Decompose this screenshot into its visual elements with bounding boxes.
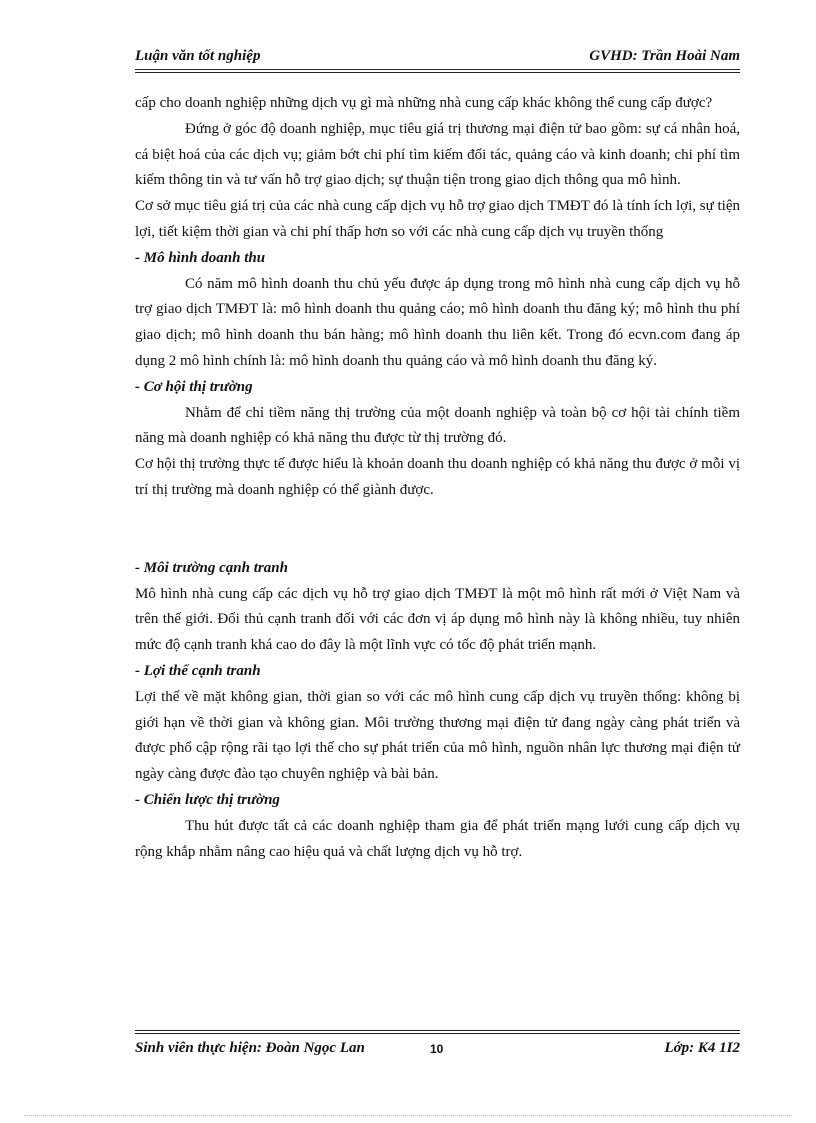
page-footer	[135, 1040, 740, 1060]
paragraph: Đứng ở góc độ doanh nghiệp, mục tiêu giá trị thương mại điện tử bao gồm: sự cá nhân hoá, cá biệt hoá của các dịch vụ; giảm bớt chi phí tìm kiếm đối tác, quảng cáo và kinh doanh; chi phí tìm kiếm thông tin và tư vấn hỗ trợ giao dịch; sự thuận tiện trong giao dịch thông qua mô hình.	[135, 120, 740, 189]
paragraph: Có năm mô hình doanh thu chủ yếu được áp dụng trong mô hình nhà cung cấp dịch vụ hỗ trợ giao dịch TMĐT là: mô hình doanh thu quảng cáo; mô hình doanh thu đăng ký; mô hình thu phí giao dịch; mô hình doanh thu bán hàng; mô hình doanh thu liên kết. Trong đó ecvn.com đang áp dụng 2 mô hình chính là: mô hình doanh thu quảng cáo và mô hình doanh thu đăng ký.	[135, 275, 740, 369]
header-rule-top	[135, 69, 740, 70]
paragraph: Cơ hội thị trường thực tế được hiểu là khoản doanh thu doanh nghiệp có khả năng thu được ở mỗi vị trí thị trường mà doanh nghiệp có thể giành được.	[135, 456, 740, 498]
footer-student: Sinh viên thực hiện: Đoàn Ngọc Lan	[135, 1040, 365, 1056]
section-heading-competitive-environment: - Môi trường cạnh tranh	[135, 559, 288, 576]
paragraph: Thu hút được tất cả các doanh nghiệp tham gia để phát triển mạng lưới cung cấp dịch vụ rộng khắp nhằm nâng cao hiệu quả và chất lượng dịch vụ hỗ trợ.	[135, 817, 740, 860]
section-heading-competitive-advantage: - Lợi thế cạnh tranh	[135, 662, 261, 679]
footer-class: Lớp: K4 1I2	[664, 1040, 740, 1056]
paragraph: Mô hình nhà cung cấp các dịch vụ hỗ trợ giao dịch TMĐT là một mô hình rất mới ở Việt Nam và trên thế giới. Đối thủ cạnh tranh đối với các đơn vị áp dụng mô hình này là không nhiều, tuy nhiên mức độ cạnh tranh khá cao do đây là một lĩnh vực có tốc độ phát triển mạnh.	[135, 585, 740, 654]
header-rule-bottom	[135, 72, 740, 73]
section-heading-market-opportunity: - Cơ hội thị trường	[135, 378, 253, 395]
footer-rule-bottom	[135, 1033, 740, 1034]
page-number: 10	[430, 1042, 444, 1056]
section-heading-market-strategy: - Chiến lược thị trường	[135, 791, 280, 808]
page-body	[135, 91, 740, 865]
blank-space	[135, 504, 740, 556]
page-bottom-dotted-line	[24, 1115, 792, 1116]
paragraph: Lợi thế về mặt không gian, thời gian so với các mô hình cung cấp dịch vụ truyền thống: không bị giới hạn về thời gian và không gian. Môi trường thương mại điện tử đang ngày càng phát triển và được phổ cập rộng rãi tạo lợi thế cho sự phát triển của mô hình, nguồn nhân lực thương mại điện tử ngày càng được đào tạo chuyên nghiệp và bài bản.	[135, 688, 740, 783]
paragraph: Nhằm để chỉ tiềm năng thị trường của một doanh nghiệp và toàn bộ cơ hội tài chính tiềm năng mà doanh nghiệp có khả năng thu được từ thị trường đó.	[135, 404, 740, 447]
header-supervisor: GVHD: Trần Hoài Nam	[589, 48, 740, 64]
section-heading-revenue-model: - Mô hình doanh thu	[135, 249, 266, 266]
paragraph: Cơ sở mục tiêu giá trị của các nhà cung cấp dịch vụ hỗ trợ giao dịch TMĐT đó là tính ích lợi, sự tiện lợi, tiết kiệm thời gian và chi phí thấp hơn so với các nhà cung cấp dịch vụ truyền thống	[135, 198, 740, 240]
paragraph: cấp cho doanh nghiệp những dịch vụ gì mà những nhà cung cấp khác không thể cung cấp được?	[135, 95, 713, 111]
footer-rule-top	[135, 1030, 740, 1031]
header-thesis-title: Luận văn tốt nghiệp	[135, 48, 261, 64]
page-header	[135, 48, 740, 68]
